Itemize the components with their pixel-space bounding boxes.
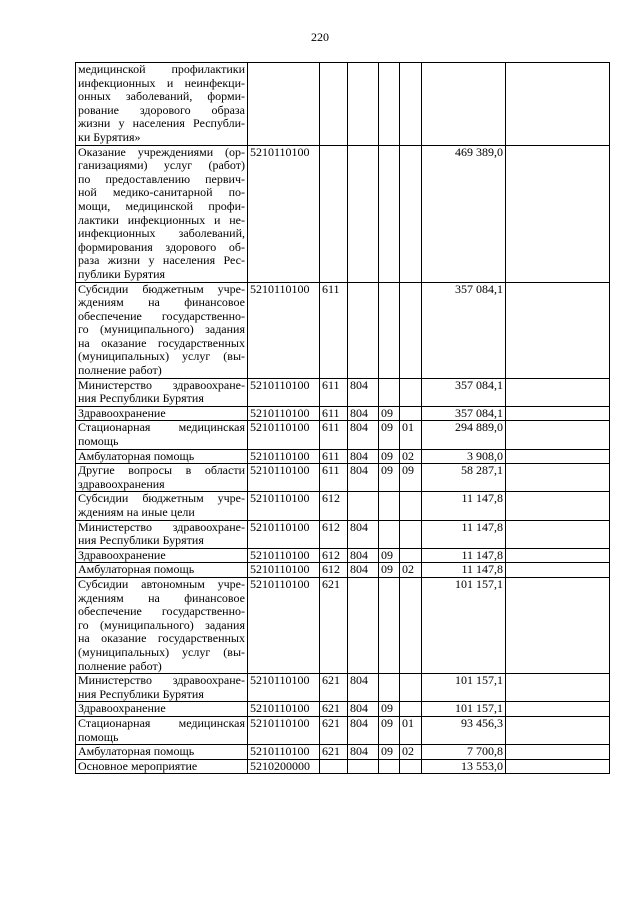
row-name-line: на оказание государственных [78,631,245,646]
extra-cell [506,548,610,563]
section-cell [379,282,400,378]
row-name-line: медицинской профилактики [78,62,245,76]
section-cell: 09 [379,716,400,744]
extra-cell [506,702,610,717]
amount-cell: 11 147,8 [422,520,506,548]
row-name-line: Амбулаторная помощь [78,562,195,577]
row-name-line: здравоохранения [78,476,165,491]
expense-type-cell: 611 [320,378,348,406]
expense-type-cell [320,145,348,282]
row-name-line: Другие вопросы в области [78,463,245,478]
section-cell: 09 [379,702,400,717]
expense-type-cell: 621 [320,577,348,673]
department-cell: 804 [348,745,379,760]
table-row [76,449,610,464]
department-cell [348,63,379,146]
amount-cell: 11 147,8 [422,563,506,578]
department-cell: 804 [348,716,379,744]
department-cell: 804 [348,421,379,449]
table-row [76,548,610,563]
program-code-cell: 5210200000 [248,759,320,774]
program-code-cell: 5210110100 [248,745,320,760]
page-number: 220 [311,30,329,44]
subsection-cell: 02 [400,563,422,578]
row-name-line: ждениям на финансовое [78,295,245,310]
row-name-line: (муниципальных) услуг (вы- [78,644,245,659]
department-cell: 804 [348,702,379,717]
expense-type-cell [320,63,348,146]
row-name-cell [76,378,248,406]
subsection-cell [400,520,422,548]
row-name-cell [76,63,248,146]
row-name-line: мощи, медицинской профи- [78,198,245,213]
row-name-cell [76,464,248,492]
row-name-cell [76,674,248,702]
extra-cell [506,716,610,744]
subsection-cell: 01 [400,716,422,744]
department-cell [348,282,379,378]
subsection-cell [400,674,422,702]
expense-type-cell: 621 [320,716,348,744]
row-name-line: Здравоохранение [78,548,166,562]
subsection-cell: 01 [400,421,422,449]
section-cell: 09 [379,464,400,492]
row-name-line: по предоставлению первич- [78,171,245,186]
subsection-cell [400,282,422,378]
row-name-line: на оказание государственных [78,335,245,350]
amount-cell: 13 553,0 [422,759,506,774]
row-name-line: ждениям на финансовое [78,590,245,605]
department-cell [348,492,379,520]
row-name-line: Амбулаторная помощь [78,449,195,463]
amount-cell: 357 084,1 [422,378,506,406]
table-row [76,577,610,673]
program-code-cell: 5210110100 [248,520,320,548]
subsection-cell: 02 [400,745,422,760]
section-cell [379,577,400,673]
table-row [76,520,610,548]
row-name-line: формирования здорового об- [78,239,245,254]
subsection-cell [400,406,422,421]
subsection-cell [400,378,422,406]
expense-type-cell: 611 [320,282,348,378]
program-code-cell [248,63,320,146]
row-name-line: ждениям на иные цели [78,505,195,519]
row-name-line: лактики инфекционных и не- [78,212,245,227]
row-name-line: ганизациями) услуг (работ) [78,158,245,173]
department-cell [348,759,379,774]
amount-cell: 469 389,0 [422,145,506,282]
extra-cell [506,378,610,406]
extra-cell [506,577,610,673]
section-cell [379,378,400,406]
extra-cell [506,406,610,421]
table-row [76,63,610,146]
amount-cell: 294 889,0 [422,421,506,449]
extra-cell [506,492,610,520]
extra-cell [506,759,610,774]
subsection-cell: 09 [400,464,422,492]
section-cell [379,63,400,146]
expense-type-cell: 611 [320,421,348,449]
department-cell: 804 [348,406,379,421]
table-row [76,702,610,717]
subsection-cell [400,492,422,520]
program-code-cell: 5210110100 [248,378,320,406]
amount-cell: 11 147,8 [422,492,506,520]
amount-cell: 357 084,1 [422,406,506,421]
amount-cell: 11 147,8 [422,548,506,563]
section-cell: 09 [379,563,400,578]
expense-type-cell [320,759,348,774]
program-code-cell: 5210110100 [248,421,320,449]
expense-type-cell: 621 [320,745,348,760]
subsection-cell [400,63,422,146]
program-code-cell: 5210110100 [248,282,320,378]
subsection-cell [400,145,422,282]
table-row [76,282,610,378]
table-row [76,145,610,282]
section-cell: 09 [379,421,400,449]
row-name-cell [76,716,248,744]
row-name-line: помощь [78,729,119,744]
program-code-cell: 5210110100 [248,406,320,421]
row-name-line: обеспечение государственно- [78,604,245,619]
row-name-line: Министерство здравоохране- [78,673,245,688]
row-name-line: помощь [78,434,119,449]
section-cell [379,492,400,520]
row-name-line: Основное мероприятие [78,759,198,773]
table-row [76,421,610,449]
section-cell [379,674,400,702]
section-cell [379,759,400,774]
subsection-cell: 02 [400,449,422,464]
program-code-cell: 5210110100 [248,563,320,578]
row-name-line: полнение работ) [78,363,162,378]
subsection-cell [400,759,422,774]
extra-cell [506,464,610,492]
extra-cell [506,563,610,578]
row-name-cell [76,421,248,449]
row-name-line: инфекционных и неинфекци- [78,75,245,90]
row-name-line: инфекционных заболеваний, [78,226,245,241]
program-code-cell: 5210110100 [248,449,320,464]
extra-cell [506,520,610,548]
expense-type-cell: 611 [320,449,348,464]
table-row [76,464,610,492]
program-code-cell: 5210110100 [248,716,320,744]
row-name-line: Субсидии автономным учре- [78,577,245,591]
expense-type-cell: 621 [320,674,348,702]
department-cell: 804 [348,520,379,548]
extra-cell [506,745,610,760]
row-name-cell [76,406,248,421]
row-name-line: полнение работ) [78,658,162,673]
row-name-cell [76,492,248,520]
table-body [76,63,610,774]
department-cell: 804 [348,378,379,406]
row-name-cell [76,520,248,548]
program-code-cell: 5210110100 [248,548,320,563]
table-row [76,716,610,744]
amount-cell: 3 908,0 [422,449,506,464]
row-name-line: Стационарная медицинская [78,716,245,730]
row-name-line: Министерство здравоохране- [78,378,245,392]
expense-type-cell: 621 [320,702,348,717]
row-name-line: ной медико-санитарной по- [78,185,245,200]
subsection-cell [400,577,422,673]
row-name-line: Стационарная медицинская [78,420,245,435]
table-row [76,406,610,421]
program-code-cell: 5210110100 [248,577,320,673]
program-code-cell: 5210110100 [248,492,320,520]
extra-cell [506,449,610,464]
section-cell [379,520,400,548]
row-name-line: Здравоохранение [78,701,166,716]
extra-cell [506,421,610,449]
table-row [76,759,610,774]
section-cell: 09 [379,745,400,760]
row-name-line: ния Республики Бурятия [78,391,204,406]
program-code-cell: 5210110100 [248,464,320,492]
row-name-cell [76,548,248,563]
table-row [76,563,610,578]
department-cell: 804 [348,548,379,563]
amount-cell: 93 456,3 [422,716,506,744]
extra-cell [506,282,610,378]
department-cell: 804 [348,674,379,702]
row-name-cell [76,759,248,774]
table-row [76,674,610,702]
row-name-line: онных заболеваний, форми- [78,89,245,104]
table-row [76,745,610,760]
section-cell [379,145,400,282]
expense-type-cell: 612 [320,548,348,563]
expense-type-cell: 612 [320,492,348,520]
expense-type-cell: 611 [320,464,348,492]
expense-type-cell: 612 [320,563,348,578]
row-name-line: жизни у населения Республи- [78,116,245,131]
amount-cell: 357 084,1 [422,282,506,378]
amount-cell [422,63,506,146]
row-name-cell [76,563,248,578]
amount-cell: 101 157,1 [422,577,506,673]
section-cell: 09 [379,449,400,464]
row-name-line: ки Бурятия» [78,129,141,144]
row-name-cell [76,282,248,378]
row-name-line: Здравоохранение [78,406,166,420]
row-name-cell [76,577,248,673]
row-name-line: рование здорового образа [78,102,245,117]
program-code-cell: 5210110100 [248,702,320,717]
row-name-line: обеспечение государственно- [78,308,245,323]
row-name-line: (муниципальных) услуг (вы- [78,349,245,364]
row-name-cell [76,745,248,760]
row-name-cell [76,702,248,717]
department-cell: 804 [348,449,379,464]
row-name-line: ния Республики Бурятия [78,533,204,548]
amount-cell: 58 287,1 [422,464,506,492]
row-name-line: го (муниципального) задания [78,322,245,337]
budget-table [75,62,610,774]
row-name-line: Субсидии бюджетным учре- [78,282,245,296]
table-row [76,378,610,406]
department-cell: 804 [348,563,379,578]
department-cell [348,145,379,282]
row-name-cell [76,145,248,282]
row-name-line: ния Республики Бурятия [78,686,204,701]
amount-cell: 101 157,1 [422,702,506,717]
row-name-line: Амбулаторная помощь [78,744,195,759]
row-name-line: Субсидии бюджетным учре- [78,491,245,506]
amount-cell: 7 700,8 [422,745,506,760]
extra-cell [506,674,610,702]
extra-cell [506,145,610,282]
expense-type-cell: 611 [320,406,348,421]
subsection-cell [400,702,422,717]
row-name-line: го (муниципального) задания [78,617,245,632]
extra-cell [506,63,610,146]
expense-type-cell: 612 [320,520,348,548]
department-cell: 804 [348,464,379,492]
subsection-cell [400,548,422,563]
amount-cell: 101 157,1 [422,674,506,702]
program-code-cell: 5210110100 [248,145,320,282]
program-code-cell: 5210110100 [248,674,320,702]
row-name-line: Оказание учреждениями (ор- [78,145,245,159]
row-name-line: раза жизни у населения Рес- [78,253,245,268]
table-row [76,492,610,520]
section-cell: 09 [379,406,400,421]
row-name-cell [76,449,248,464]
section-cell: 09 [379,548,400,563]
row-name-line: публики Бурятия [78,266,166,281]
row-name-line: Министерство здравоохране- [78,520,245,534]
department-cell [348,577,379,673]
